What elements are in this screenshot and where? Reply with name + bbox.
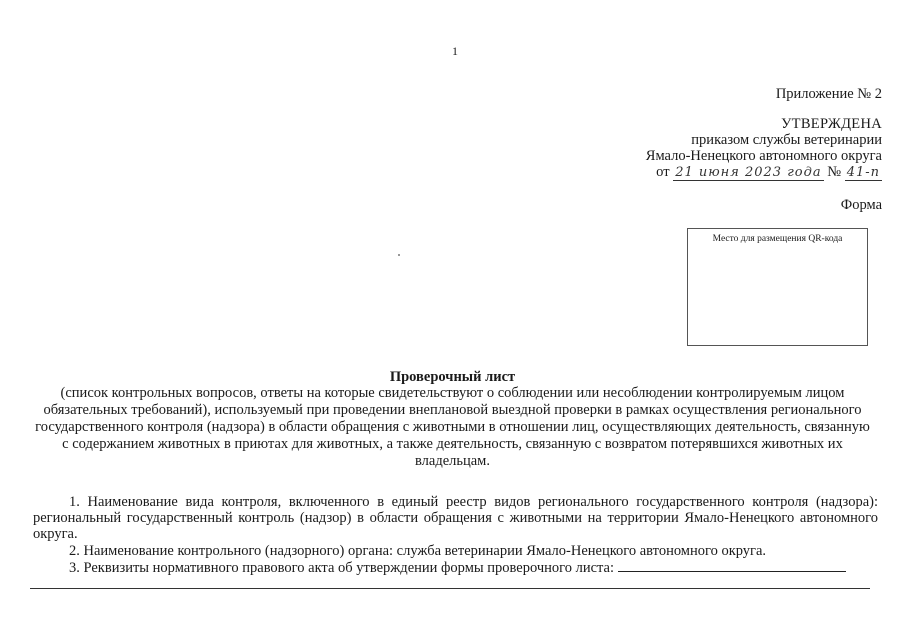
approval-order-line: приказом службы ветеринарии [691,132,882,148]
date-prefix: от [656,164,670,180]
list-item: 2. Наименование контрольного (надзорного) органа: служба ветеринарии Ямало-Ненецкого автономного округа. [69,542,767,559]
approved-stamp-title: УТВЕРЖДЕНА [781,116,882,132]
approval-authority-line: Ямало-Ненецкого автономного округа [645,148,882,164]
form-label: Форма [840,197,882,213]
handwritten-number: 41-п [846,165,880,180]
qr-placeholder-caption: Место для размещения QR-кода [712,234,843,244]
approval-date-line [656,164,882,181]
blank-fill-line [618,559,846,572]
appendix-label: Приложение № 2 [775,86,882,102]
handwritten-date: 21 июня 2023 года [675,165,822,180]
qr-code-placeholder-box [687,228,868,346]
scan-speck [398,254,400,256]
list-item-text: 3. Реквизиты нормативного правового акта об утверждении формы проверочного листа: [69,559,615,576]
document-description: (список контрольных вопросов, ответы на которые свидетельствуют о соблюдении или несоблюдении контролируемым лицом обязательных требований), используемый при проведении внеплановой выездной проверки в рамках осуществления регионального государственного контроля (надзора) в области обращения с животными в отношении лиц, осуществляющих деятельность, связанную с содержанием животных в приютах для животных, а также деятельность, связанную с возвратом потерявшихся животных их владельцам. [35,385,870,469]
document-title: Проверочный лист [389,369,516,385]
number-prefix: № [827,164,842,180]
numbered-items [33,494,878,576]
bottom-rule [30,588,870,589]
page-number: 1 [452,44,458,58]
list-item: 1. Наименование вида контроля, включенного в единый реестр видов регионального государственного контроля (надзора): региональный государственный контроль (надзор) в области обращения с животными на территории Ямало-Ненецкого автономного округа. [33,494,878,543]
list-item [33,559,878,576]
